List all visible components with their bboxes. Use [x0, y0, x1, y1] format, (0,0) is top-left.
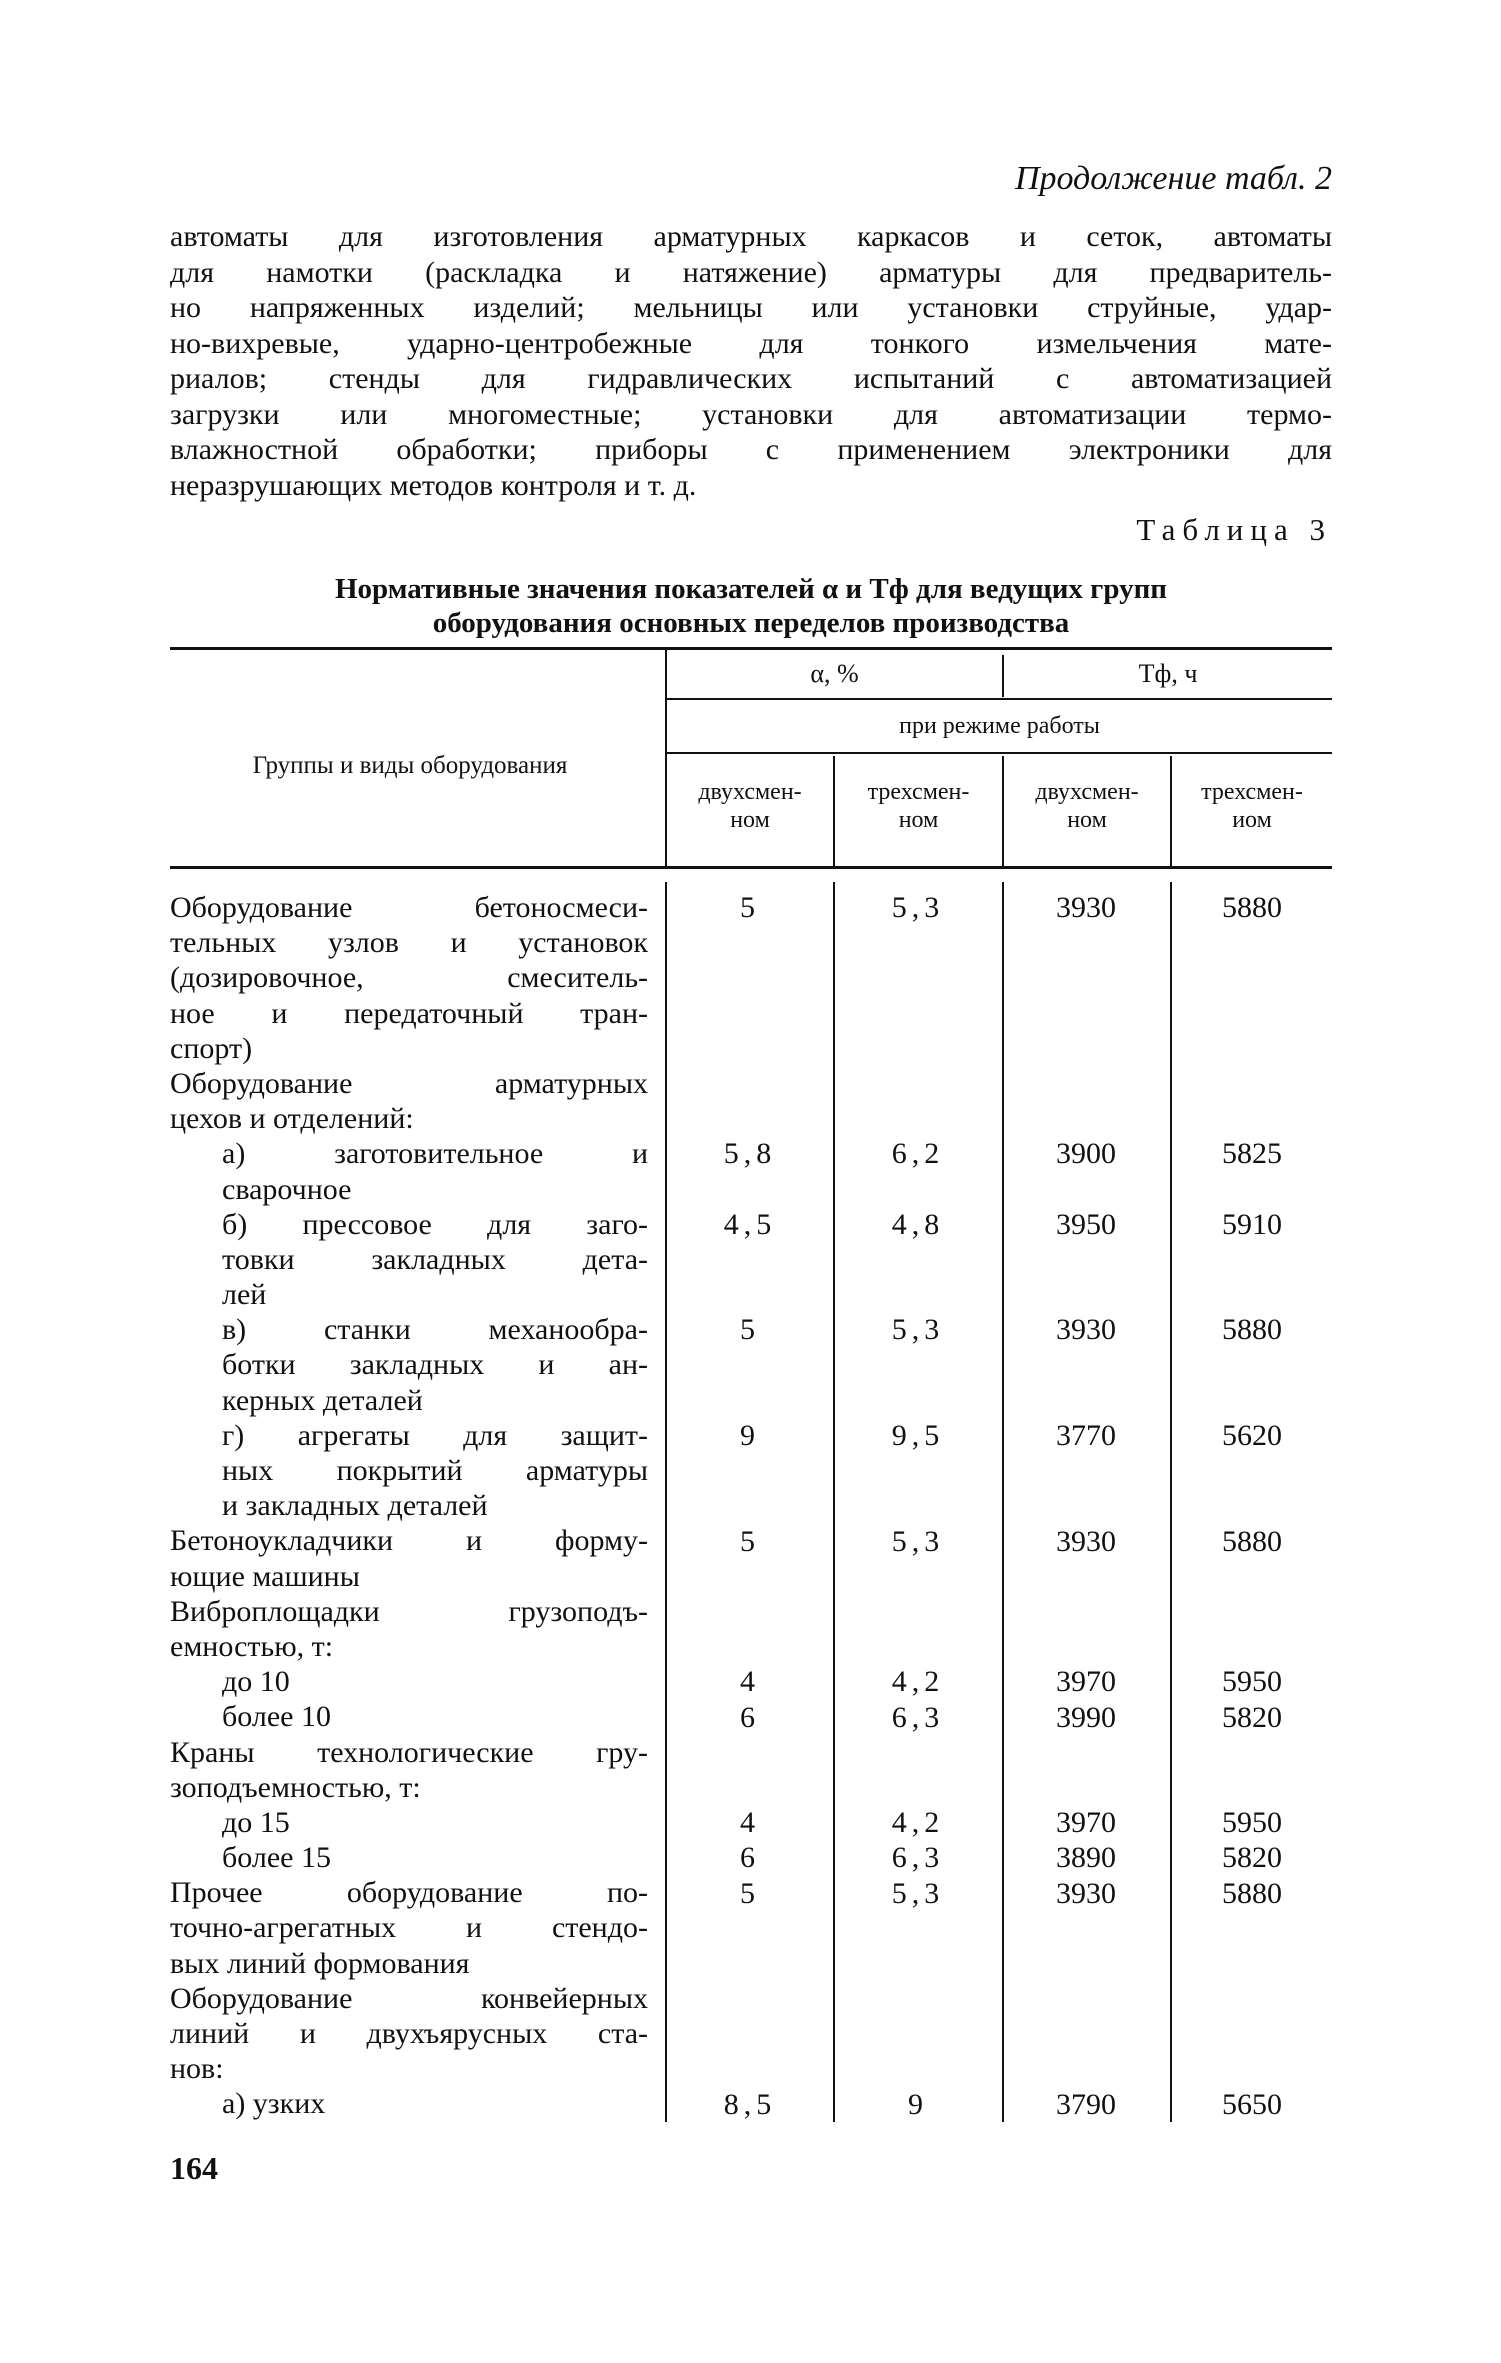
tf-two-shift-value: 3930 [1056, 891, 1116, 924]
header-sub: трехсмен- иом [1201, 779, 1303, 833]
row-description-line: точно-агрегатных и стендо- [170, 1911, 648, 1945]
row-description [170, 1594, 648, 1664]
row-description [170, 1805, 648, 1840]
alpha-three-shift-value: 9,5 [891, 1419, 945, 1452]
header-groups: Группы и виды оборудования [252, 752, 568, 779]
tf-two-shift-value: 3930 [1056, 1524, 1116, 1558]
alpha-three-shift-value: 4,2 [891, 1806, 945, 1840]
table-title [170, 572, 1332, 640]
row-description-line: Краны технологические гру- [170, 1735, 648, 1769]
paragraph-line: автоматы для изготовления арматурных каркасов и сеток, автоматы [170, 220, 1332, 253]
table-row [170, 1066, 1332, 1136]
row-description-line: Бетоноукладчики и форму- [170, 1524, 648, 1558]
table-label: Таблица 3 [1136, 512, 1332, 547]
table-title-line: Нормативные значения показателей α и Tф для ведущих групп [334, 573, 1168, 605]
alpha-two-shift-value: 5 [740, 1524, 760, 1558]
tf-three-shift-value: 5880 [1222, 891, 1282, 924]
alpha-two-shift-value: 6 [740, 1841, 760, 1875]
row-description-line: до 15 [222, 1805, 290, 1839]
row-description-line: в) станки механообра- [222, 1313, 648, 1347]
row-description-line: керных деталей [222, 1383, 423, 1417]
row-description-line: спорт) [170, 1031, 253, 1065]
row-description [170, 1875, 648, 1981]
alpha-two-shift-value: 4 [740, 1665, 760, 1699]
alpha-two-shift-value: 4,5 [723, 1207, 777, 1241]
tf-two-shift-value: 3970 [1056, 1806, 1116, 1840]
alpha-three-shift-value: 6,2 [891, 1137, 945, 1171]
tf-two-shift-value: 3890 [1056, 1841, 1116, 1875]
alpha-three-shift-value: 6,3 [891, 1841, 945, 1875]
tf-three-shift-value: 5880 [1222, 1876, 1282, 1910]
row-description-line: сварочное [222, 1172, 352, 1206]
alpha-three-shift-value: 9 [908, 2087, 928, 2121]
row-description-line: товки закладных дета- [222, 1242, 648, 1276]
alpha-three-shift-value: 5,3 [891, 1876, 945, 1910]
row-description-line: до 10 [222, 1665, 290, 1699]
tf-two-shift-value: 3970 [1056, 1665, 1116, 1699]
paragraph-line: неразрушающих методов контроля и т. д. [170, 468, 697, 502]
row-description [170, 1066, 648, 1136]
tf-two-shift-value: 3990 [1056, 1700, 1116, 1734]
row-description-line: Оборудование бетоносмеси- [170, 891, 648, 924]
alpha-three-shift-value: 4,2 [891, 1665, 945, 1699]
paragraph-line: для намотки (раскладка и натяжение) арматуры для предваритель- [170, 255, 1332, 289]
header-mode: при режиме работы [899, 713, 1100, 739]
row-description-line: а) узких [222, 2087, 326, 2121]
row-description [170, 1840, 648, 1875]
alpha-two-shift-value: 9 [740, 1419, 760, 1452]
row-description-line: лей [222, 1278, 267, 1312]
paragraph-line: но напряженных изделий; мельницы или установки струйные, удар- [170, 291, 1332, 324]
header-sub: двухсмен- ном [1035, 779, 1139, 833]
row-description-line: емностью, т: [170, 1629, 334, 1663]
alpha-two-shift-value: 5 [740, 1313, 760, 1347]
alpha-three-shift-value: 4,8 [891, 1207, 945, 1241]
alpha-three-shift-value: 5,3 [891, 891, 945, 924]
alpha-two-shift-value: 8,5 [723, 2087, 777, 2121]
header-bottom-rule [170, 866, 1332, 869]
alpha-two-shift-value: 6 [740, 1700, 760, 1734]
table-title-line: оборудования основных переделов производства [432, 607, 1070, 639]
row-description-line: ботки закладных и ан- [222, 1348, 648, 1382]
row-description-line: Прочее оборудование по- [170, 1876, 648, 1910]
paragraph-line: загрузки или многоместные; установки для автоматизации термо- [170, 397, 1332, 431]
row-description-line: Оборудование конвейерных [170, 1981, 648, 2015]
tf-three-shift-value: 5650 [1222, 2087, 1282, 2121]
row-description-line: г) агрегаты для защит- [222, 1418, 648, 1452]
row-description-line: ных покрытий арматуры [222, 1454, 648, 1487]
paragraph-line: но-вихревые, ударно-центробежные для тонкого измельчения мате- [170, 326, 1332, 360]
tf-three-shift-value: 5620 [1222, 1419, 1282, 1452]
table-body [170, 890, 1332, 2122]
header-alpha: α, % [810, 659, 859, 688]
row-description [170, 1981, 648, 2087]
header-rule [667, 752, 1332, 754]
header-sub: трехсмен- ном [867, 779, 970, 833]
tf-three-shift-value: 5880 [1222, 1313, 1282, 1347]
tf-two-shift-value: 3900 [1056, 1137, 1116, 1171]
row-description-line: вых линий формования [170, 1946, 470, 1980]
alpha-three-shift-value: 5,3 [891, 1524, 945, 1558]
tf-three-shift-value: 5825 [1222, 1137, 1282, 1171]
continuation-note: Продолжение табл. 2 [1014, 160, 1332, 197]
row-description [170, 1735, 648, 1805]
tf-two-shift-value: 3790 [1056, 2087, 1116, 2121]
tf-two-shift-value: 3950 [1056, 1207, 1116, 1241]
table-row [170, 1594, 1332, 1664]
row-description [170, 1699, 648, 1734]
row-description-line: Оборудование арматурных [170, 1066, 648, 1100]
row-description-line: тельных узлов и установок [170, 926, 648, 960]
page-number: 164 [170, 2150, 218, 2186]
row-description-line: б) прессовое для заго- [222, 1207, 648, 1241]
alpha-two-shift-value: 5 [740, 891, 760, 924]
table-row [170, 1981, 1332, 2087]
tf-three-shift-value: 5880 [1222, 1524, 1282, 1558]
row-description-line: зоподъемностью, т: [170, 1770, 421, 1804]
header-tf: Tф, ч [1138, 659, 1198, 688]
row-description [170, 1207, 648, 1313]
alpha-two-shift-value: 5 [740, 1876, 760, 1910]
row-description-line: линий и двухъярусных ста- [170, 2017, 648, 2050]
row-description [170, 1312, 648, 1418]
row-description [170, 1418, 648, 1524]
tf-three-shift-value: 5820 [1222, 1841, 1282, 1875]
paragraph-line: риалов; стенды для гидравлических испытаний с автоматизацией [170, 362, 1332, 395]
row-description [170, 890, 648, 1066]
tf-two-shift-value: 3930 [1056, 1876, 1116, 1910]
row-description-line: нов: [170, 2052, 224, 2086]
tf-three-shift-value: 5950 [1222, 1806, 1282, 1840]
tf-three-shift-value: 5950 [1222, 1665, 1282, 1699]
row-description-line: Виброплощадки грузоподъ- [170, 1594, 648, 1628]
row-description-line: цехов и отделений: [170, 1102, 414, 1136]
alpha-two-shift-value: 5,8 [723, 1137, 777, 1171]
table-top-rule [170, 647, 1332, 650]
row-description-line: ющие машины [170, 1559, 360, 1593]
paragraph-line: влажностной обработки; приборы с применением электроники для [170, 433, 1332, 466]
row-description-line: а) заготовительное и [222, 1137, 648, 1171]
tf-three-shift-value: 5910 [1222, 1207, 1282, 1241]
row-description-line: (дозировочное, смеситель- [170, 961, 648, 995]
row-description [170, 1136, 648, 1206]
tf-two-shift-value: 3930 [1056, 1313, 1116, 1347]
header-rule [667, 698, 1332, 700]
row-description [170, 1523, 648, 1593]
alpha-two-shift-value: 4 [740, 1806, 760, 1840]
row-description-line: и закладных деталей [222, 1489, 488, 1523]
row-description-line: более 15 [222, 1841, 331, 1875]
row-description [170, 2086, 648, 2121]
tf-two-shift-value: 3770 [1056, 1419, 1116, 1452]
row-description-line: более 10 [222, 1700, 331, 1734]
body-paragraph [170, 219, 1332, 503]
alpha-three-shift-value: 6,3 [891, 1700, 945, 1734]
header-sub: двухсмен- ном [698, 779, 802, 833]
row-description-line: ное и передаточный тран- [170, 996, 648, 1030]
alpha-three-shift-value: 5,3 [891, 1313, 945, 1347]
tf-three-shift-value: 5820 [1222, 1700, 1282, 1734]
row-description [170, 1664, 648, 1699]
table-row [170, 1735, 1332, 1805]
